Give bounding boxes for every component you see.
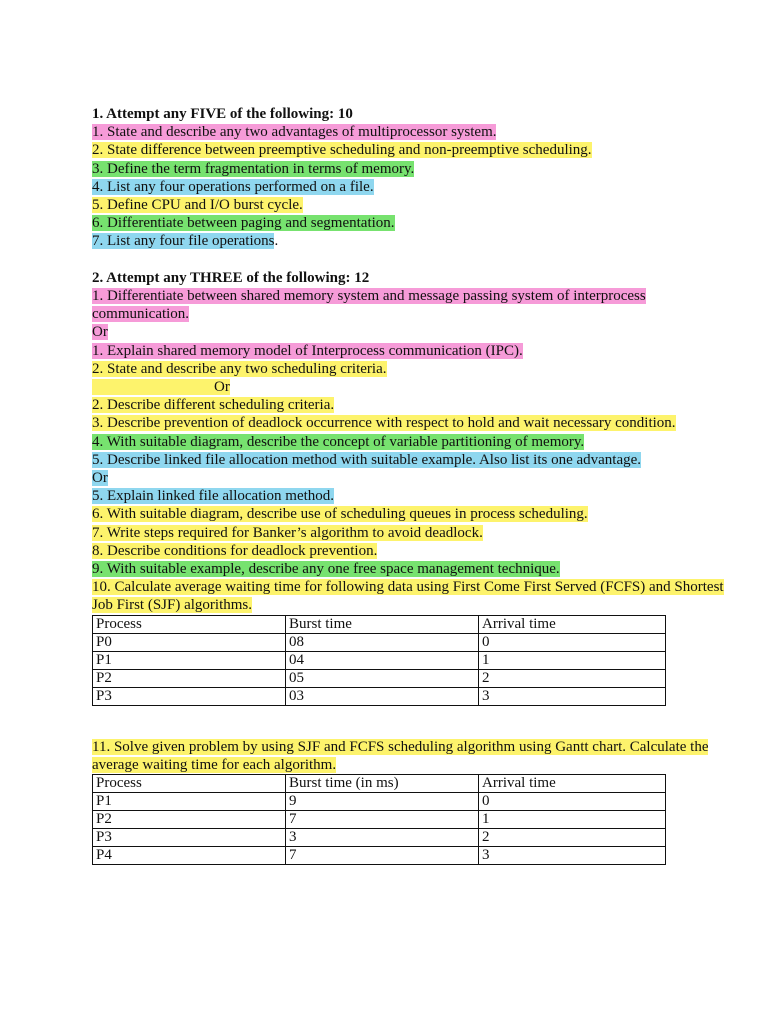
question-3: 3. Describe prevention of deadlock occurrence with respect to hold and wait necessary condition. xyxy=(92,415,676,432)
table-row xyxy=(93,829,666,847)
table-header-row xyxy=(93,615,666,633)
or-2: Or xyxy=(92,378,732,396)
question-5b: 5. Explain linked file allocation method. xyxy=(92,488,335,505)
spacer xyxy=(92,251,732,269)
table-row xyxy=(93,811,666,829)
section-1-item-text: 7. List any four file operations xyxy=(92,233,275,250)
table-cell: 03 xyxy=(286,687,479,705)
question-8: 8. Describe conditions for deadlock prevention. xyxy=(92,542,378,559)
table-header-cell: Burst time xyxy=(286,615,479,633)
table-cell: 7 xyxy=(286,811,479,829)
table-cell: P1 xyxy=(93,793,286,811)
table-header-cell: Arrival time xyxy=(479,615,666,633)
section-1-heading: 1. Attempt any FIVE of the following: 10 xyxy=(92,106,353,122)
table-header-cell: Process xyxy=(93,615,286,633)
table-cell: 7 xyxy=(286,847,479,865)
question-6: 6. With suitable diagram, describe use of scheduling queues in process scheduling. xyxy=(92,506,588,523)
question-paper xyxy=(92,105,732,865)
table-row xyxy=(93,847,666,865)
table-header-cell: Arrival time xyxy=(479,775,666,793)
table-cell: 04 xyxy=(286,651,479,669)
table-cell: 05 xyxy=(286,669,479,687)
table-row xyxy=(93,651,666,669)
table-cell: P4 xyxy=(93,847,286,865)
table-header-cell: Process xyxy=(93,775,286,793)
section-1-item-text: 3. Define the term fragmentation in terms of memory. xyxy=(92,160,415,177)
section-1-item-text: 6. Differentiate between paging and segmentation. xyxy=(92,215,395,232)
table-cell: P2 xyxy=(93,811,286,829)
table-question-11 xyxy=(92,774,666,865)
section-1-item-text: 4. List any four operations performed on a file. xyxy=(92,178,374,195)
section-1-item-text: 1. State and describe any two advantages of multiprocessor system. xyxy=(92,124,497,141)
section-2-heading: 2. Attempt any THREE of the following: 12 xyxy=(92,269,370,286)
table-cell: P2 xyxy=(93,669,286,687)
section-1-item xyxy=(92,214,732,232)
question-9: 9. With suitable example, describe any one free space management technique. xyxy=(92,561,560,578)
table-row xyxy=(93,669,666,687)
table-cell: 1 xyxy=(479,651,666,669)
question-2a: 2. State and describe any two scheduling criteria. xyxy=(92,360,387,377)
table-cell: 2 xyxy=(479,829,666,847)
section-1-item xyxy=(92,141,732,159)
table-cell: 08 xyxy=(286,633,479,651)
or-1: Or xyxy=(92,324,108,341)
table-row xyxy=(93,793,666,811)
table-row xyxy=(93,633,666,651)
question-10: 10. Calculate average waiting time for following data using First Come First Served (FCFS) and Shortest Job First (SJF) algorithms. xyxy=(92,579,724,614)
table-cell: 9 xyxy=(286,793,479,811)
table-cell: 1 xyxy=(479,811,666,829)
table-cell: 3 xyxy=(479,847,666,865)
table-row xyxy=(93,687,666,705)
table-cell: 3 xyxy=(479,687,666,705)
table-cell: P0 xyxy=(93,633,286,651)
section-1-item-suffix: . xyxy=(274,233,279,250)
section-1-item xyxy=(92,123,732,141)
table-header-cell: Burst time (in ms) xyxy=(286,775,479,793)
table-header-row xyxy=(93,775,666,793)
section-1-item xyxy=(92,178,732,196)
table-cell: P1 xyxy=(93,651,286,669)
question-7: 7. Write steps required for Banker’s algorithm to avoid deadlock. xyxy=(92,524,483,541)
table-cell: 2 xyxy=(479,669,666,687)
question-1a: 1. Differentiate between shared memory system and message passing system of interprocess communication. xyxy=(92,288,646,323)
table-cell: 3 xyxy=(286,829,479,847)
table-question-10 xyxy=(92,615,666,706)
section-1-item xyxy=(92,160,732,178)
table-cell: P3 xyxy=(93,687,286,705)
section-1-item-text: 2. State difference between preemptive scheduling and non-preemptive scheduling. xyxy=(92,142,592,159)
question-5a: 5. Describe linked file allocation method with suitable example. Also list its one advantage. xyxy=(92,451,642,468)
table-cell: 0 xyxy=(479,793,666,811)
section-1-item xyxy=(92,196,732,214)
or-5: Or xyxy=(92,470,108,487)
question-2b: 2. Describe different scheduling criteria. xyxy=(92,397,335,414)
section-1-list xyxy=(92,123,732,250)
section-1-item xyxy=(92,232,732,250)
table-cell: P3 xyxy=(93,829,286,847)
table-cell: 0 xyxy=(479,633,666,651)
question-1b: 1. Explain shared memory model of Interprocess communication (IPC). xyxy=(92,342,523,359)
spacer xyxy=(92,706,732,738)
question-4: 4. With suitable diagram, describe the concept of variable partitioning of memory. xyxy=(92,433,585,450)
section-1-item-text: 5. Define CPU and I/O burst cycle. xyxy=(92,197,303,214)
question-11: 11. Solve given problem by using SJF and FCFS scheduling algorithm using Gantt chart. Calculate the average waiting time for each algorithm. xyxy=(92,738,709,773)
